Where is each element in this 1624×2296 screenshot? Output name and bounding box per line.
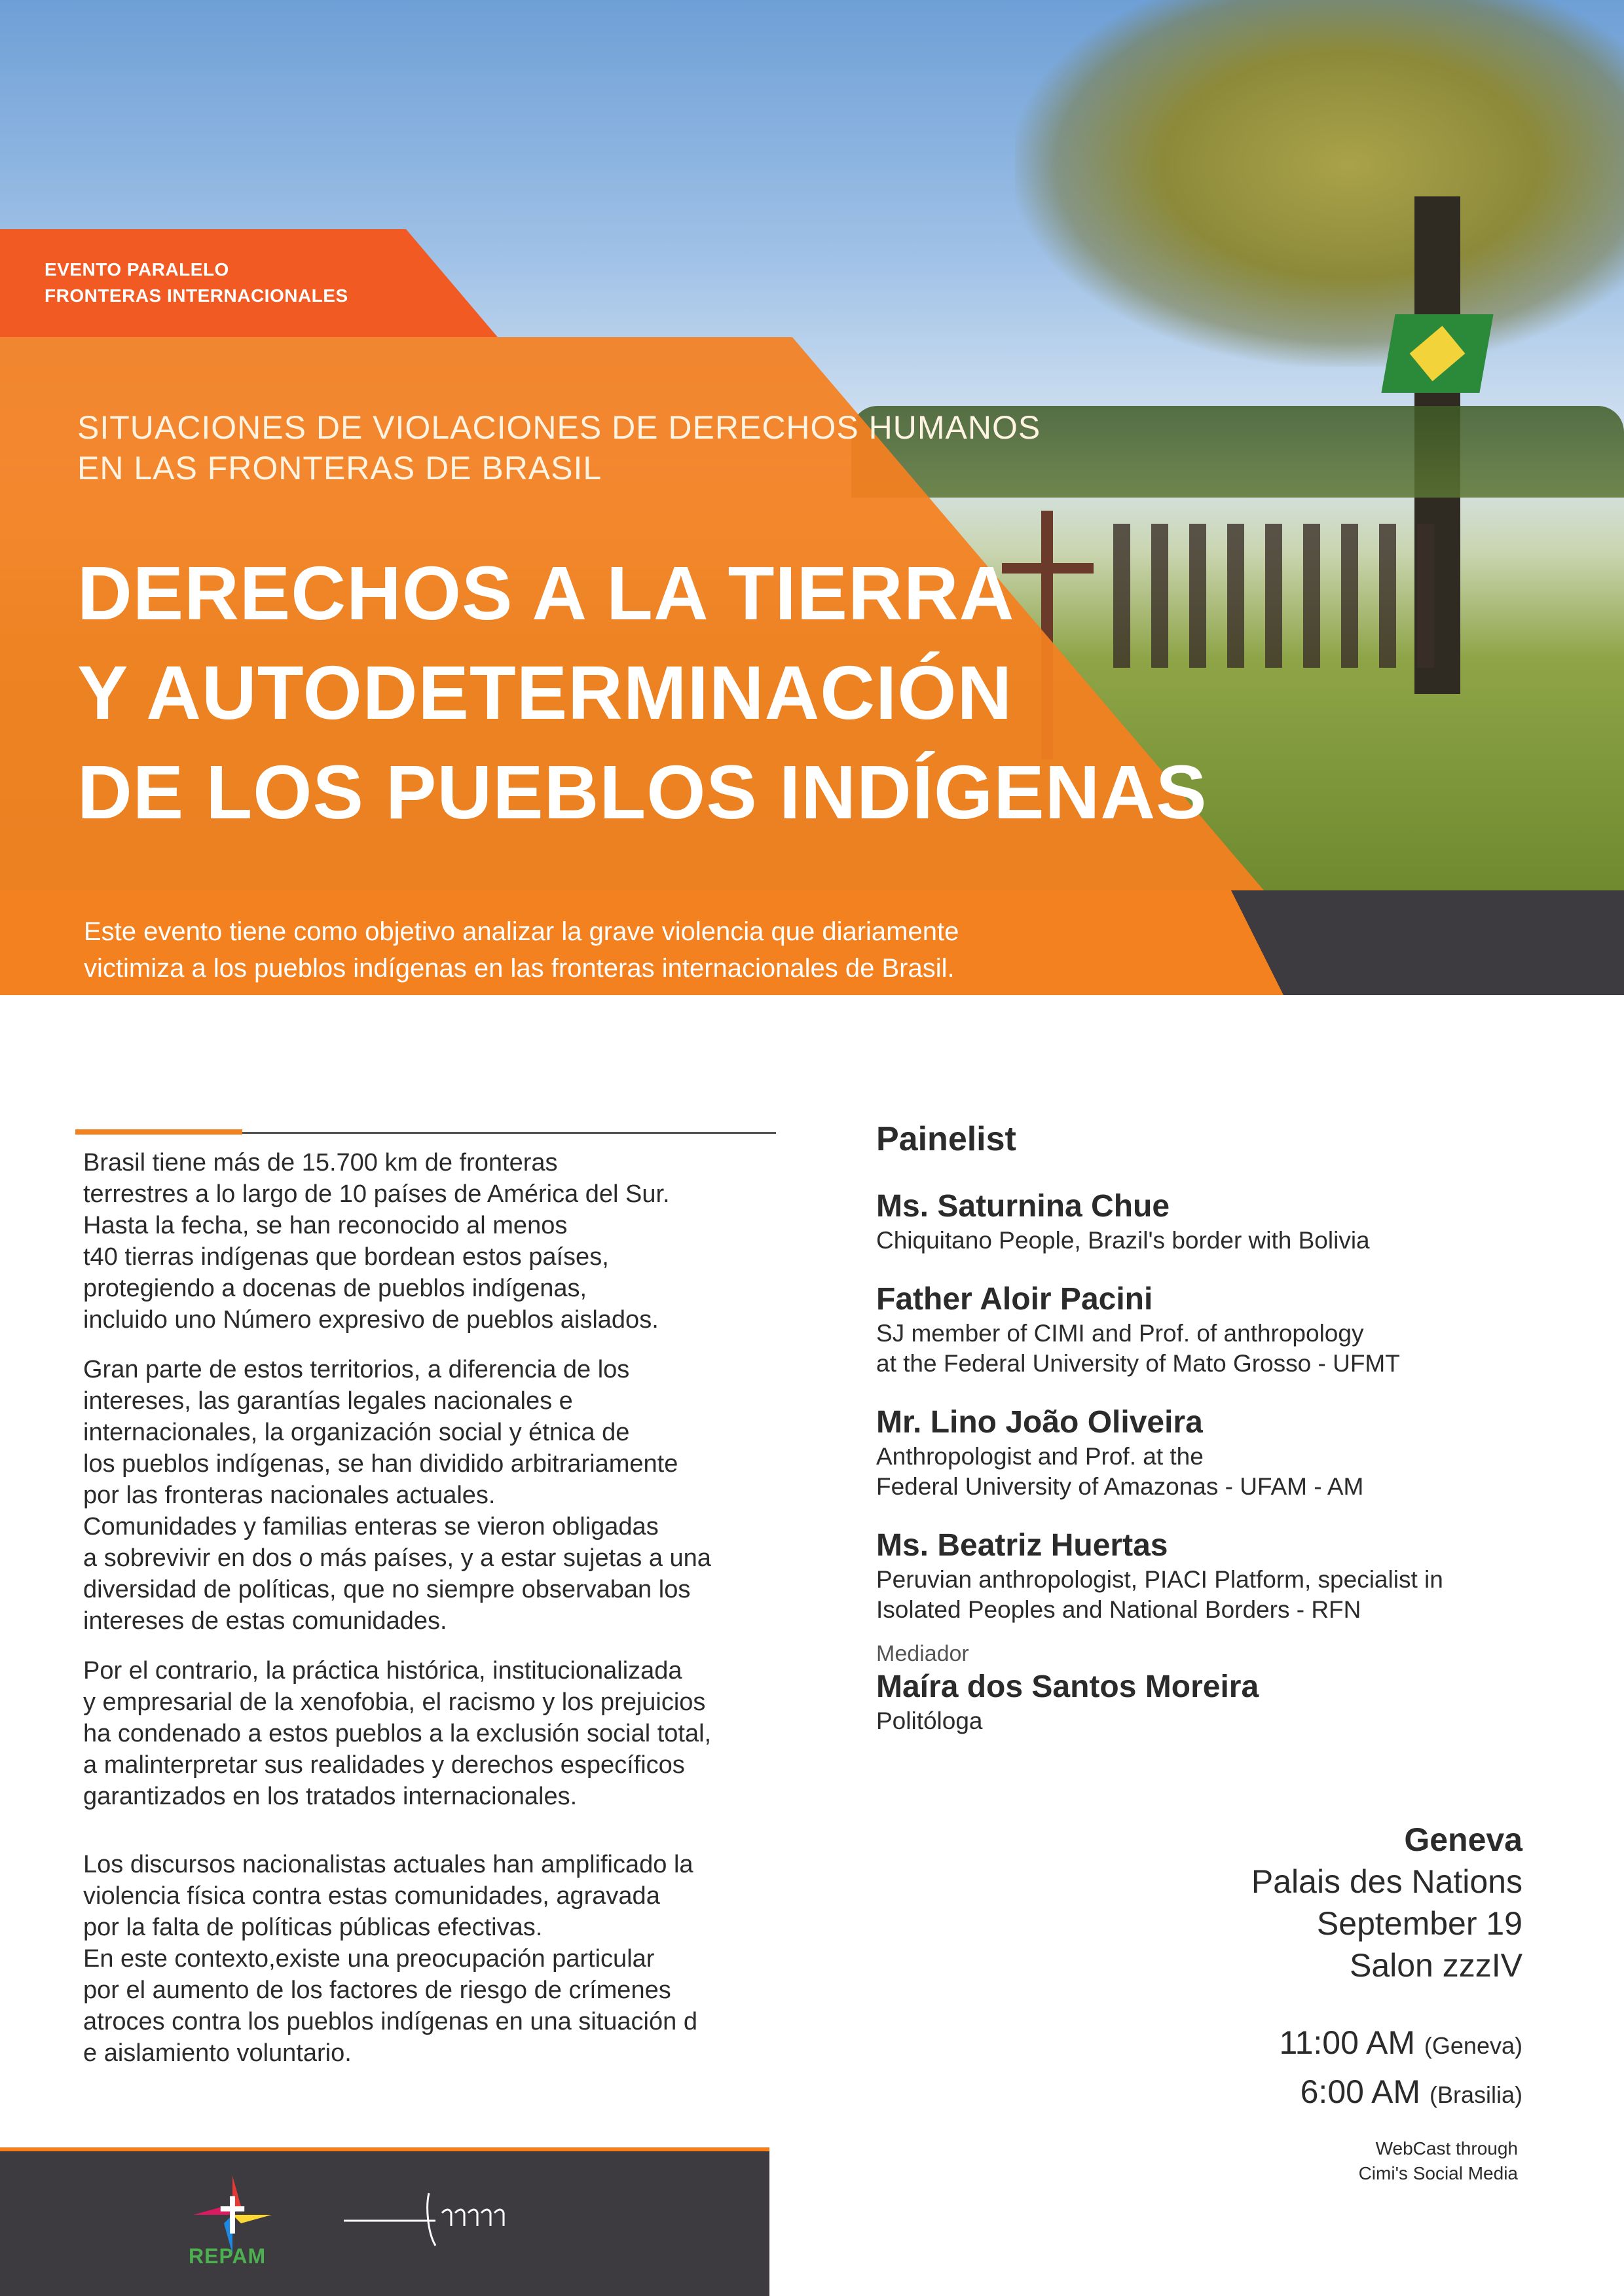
cimi-signature-logo xyxy=(344,2180,527,2259)
title-line3: DE LOS PUEBLOS INDÍGENAS xyxy=(77,750,1208,835)
panelist-name: Ms. Saturnina Chue xyxy=(876,1189,1170,1224)
venue-room: Salon zzzIV xyxy=(1349,1947,1522,1984)
panelist-role: Chiquitano People, Brazil's border with Bolivia xyxy=(876,1227,1370,1254)
panelist-name: Father Aloir Pacini xyxy=(876,1282,1153,1317)
venue-place: Palais des Nations xyxy=(1251,1863,1522,1900)
desc-line1: Este evento tiene como objetivo analizar la grave violencia que diariamente xyxy=(84,917,959,946)
body-text xyxy=(83,1147,823,2087)
desc-line2: victimiza a los pueblos indígenas en las fronteras internacionales de Brasil. xyxy=(84,954,955,983)
body-paragraph-2: Gran parte de estos territorios, a diferencia de los intereses, las garantías legales nacionales e internacionales, la organización social y étnica de los pueblos indígenas, se han dividido arbitrariamente por las fronteras nacionales actuales. Comunidades y familias enteras se vieron obligadas a sobrevivir en dos o más países, y a estar sujetas a una diversidad de políticas, que no siempre observaban los intereses de estas comunidades. xyxy=(83,1356,711,1635)
event-times xyxy=(1279,2020,1522,2118)
webcast-line2: Cimi's Social Media xyxy=(1358,2163,1518,2183)
page-title xyxy=(77,543,1208,842)
panel-heading: Painelist xyxy=(876,1120,1016,1158)
webcast-note xyxy=(1359,2136,1518,2186)
event-tag-line2: FRONTERAS INTERNACIONALES xyxy=(45,285,348,306)
panelist-name: Ms. Beatriz Huertas xyxy=(876,1528,1168,1563)
title-line1: DERECHOS A LA TIERRA xyxy=(77,551,1015,636)
webcast-line1: WebCast through xyxy=(1375,2138,1518,2159)
title-line2: Y AUTODETERMINACIÓN xyxy=(77,650,1013,735)
body-paragraph-4: Los discursos nacionalistas actuales han amplificado la violencia física contra estas comunidades, agravada por la falta de políticas públicas efectivas. En este contexto,existe una preocupación particular por el aumento de los factores de riesgo de crímenes atroces contra los pueblos indígenas en una situación d e aislamiento voluntario. xyxy=(83,1851,697,2067)
divider-accent xyxy=(75,1129,242,1135)
body-paragraph-1: Brasil tiene más de 15.700 km de fronteras terrestres a lo largo de 10 países de América del Sur. Hasta la fecha, se han reconocido al menos t40 tierras indígenas que bordean estos países, protegiendo a docenas de pueblos indígenas, incluido uno Número expresivo de pueblos aislados. xyxy=(83,1149,670,1334)
venue-city: Geneva xyxy=(1404,1821,1522,1858)
subtitle-line2: EN LAS FRONTERAS DE BRASIL xyxy=(77,450,602,486)
time-brasilia: 6:00 AM (Brasilia) xyxy=(1300,2073,1522,2110)
panel-section xyxy=(876,1118,1551,1761)
event-description xyxy=(84,913,959,987)
event-tag-line1: EVENTO PARALELO xyxy=(45,259,229,280)
panelist-name: Mr. Lino João Oliveira xyxy=(876,1405,1203,1440)
mediator-label: Mediador xyxy=(876,1641,969,1666)
brazil-flag-icon xyxy=(1381,314,1493,393)
panelist-role: SJ member of CIMI and Prof. of anthropology at the Federal University of Mato Grosso - UFMT xyxy=(876,1320,1400,1377)
repam-logo-text: REPAM xyxy=(189,2244,267,2268)
subtitle-line1: SITUACIONES DE VIOLACIONES DE DERECHOS HUMANOS xyxy=(77,409,1041,446)
body-paragraph-3: Por el contrario, la práctica histórica, institucionalizada y empresarial de la xenofobia, el racismo y los prejuicios ha condenado a estos pueblos a la exclusión social total, a malinterpretar sus realidades y derechos específicos garantizados en los tratados internacionales. xyxy=(83,1657,712,1810)
mediator-name: Maíra dos Santos Moreira xyxy=(876,1669,1259,1704)
venue-info xyxy=(1251,1819,1522,1986)
panelist-role: Anthropologist and Prof. at the Federal University of Amazonas - UFAM - AM xyxy=(876,1443,1364,1500)
tree-canopy xyxy=(1015,0,1624,367)
subtitle xyxy=(77,407,1041,488)
event-tag xyxy=(45,257,348,309)
venue-date: September 19 xyxy=(1316,1905,1522,1942)
mediator-role: Politóloga xyxy=(876,1707,983,1734)
time-geneva: 11:00 AM (Geneva) xyxy=(1279,2024,1522,2061)
panelist-role: Peruvian anthropologist, PIACI Platform, specialist in Isolated Peoples and National Borders - RFN xyxy=(876,1566,1443,1623)
